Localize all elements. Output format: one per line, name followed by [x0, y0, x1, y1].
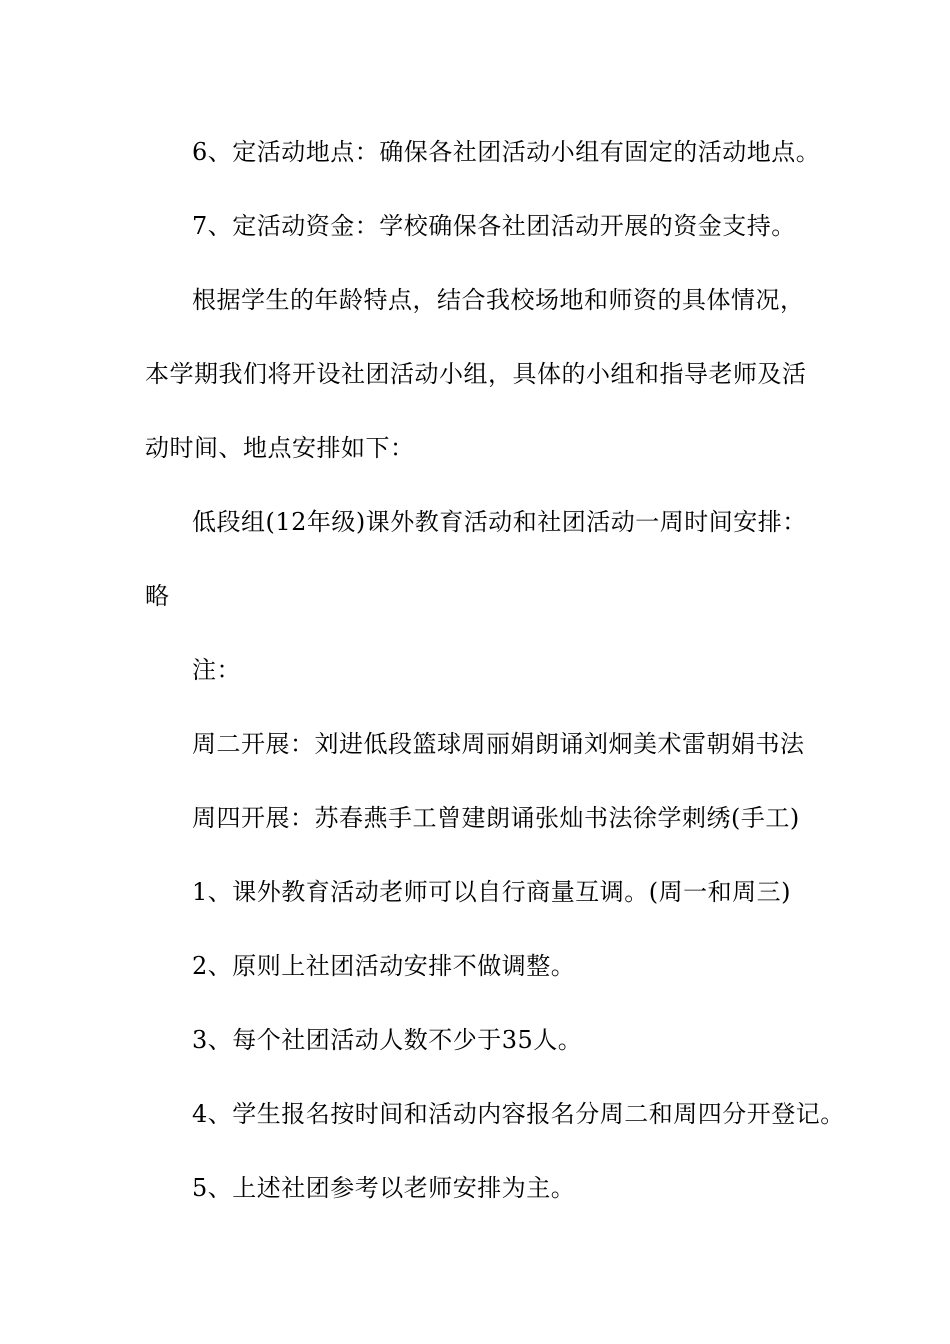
thursday-schedule: 周四开展：苏春燕手工曾建朗诵张灿书法徐学刺绣(手工) [192, 804, 800, 832]
note-item-2: 2、原则上社团活动安排不做调整。 [192, 952, 576, 980]
paragraph-intro-line-3: 动时间、地点安排如下： [145, 434, 415, 462]
paragraph-item-6: 6、定活动地点：确保各社团活动小组有固定的活动地点。 [192, 138, 821, 166]
note-item-1: 1、课外教育活动老师可以自行商量互调。(周一和周三) [192, 878, 791, 906]
schedule-omitted: 略 [145, 582, 170, 610]
tuesday-schedule: 周二开展：刘进低段篮球周丽娟朗诵刘炯美术雷朝娟书法 [192, 730, 805, 758]
notes-label: 注： [192, 656, 241, 684]
note-item-5: 5、上述社团参考以老师安排为主。 [192, 1174, 576, 1202]
note-item-4: 4、学生报名按时间和活动内容报名分周二和周四分开登记。 [192, 1100, 845, 1128]
paragraph-intro-line-2: 本学期我们将开设社团活动小组，具体的小组和指导老师及活 [145, 360, 807, 388]
paragraph-intro-line-1: 根据学生的年龄特点，结合我校场地和师资的具体情况， [192, 286, 805, 314]
note-item-3: 3、每个社团活动人数不少于35人。 [192, 1026, 583, 1054]
schedule-heading: 低段组(12年级)课外教育活动和社团活动一周时间安排： [192, 508, 807, 536]
paragraph-item-7: 7、定活动资金：学校确保各社团活动开展的资金支持。 [192, 212, 796, 240]
